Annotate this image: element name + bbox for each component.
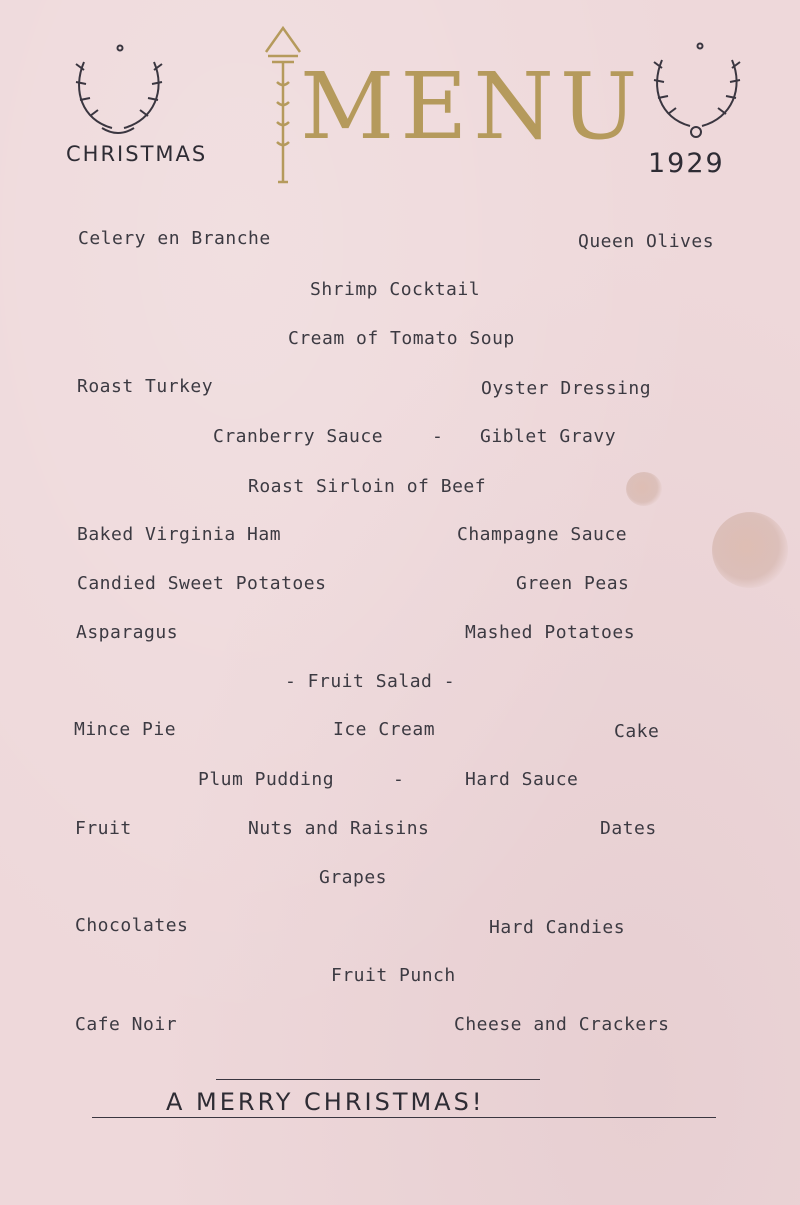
footer-rule-top [216,1079,540,1080]
menu-title: MENU [300,53,644,160]
menu-line [0,376,800,400]
menu-line [0,818,800,842]
christmas-label: CHRISTMAS [66,142,208,166]
menu-item: Cream of Tomato Soup [288,328,515,349]
menu-item: Queen Olives [578,231,715,252]
menu-item: Roast Sirloin of Beef [248,476,487,497]
menu-item: Cheese and Crackers [454,1014,670,1035]
menu-item: Baked Virginia Ham [77,524,282,545]
menu-item: Ice Cream [333,719,436,740]
menu-line [0,622,800,646]
menu-item: Green Peas [516,573,630,594]
menu-item: Asparagus [76,622,179,643]
left-wreath-icon [62,40,182,140]
stain-mark [712,512,788,588]
right-wreath-icon [640,38,760,138]
menu-line [0,228,800,252]
menu-item: Oyster Dressing [481,378,652,399]
menu-line [0,573,800,597]
menu-item: Roast Turkey [77,376,214,397]
stain-mark [626,472,662,506]
menu-line [0,867,800,891]
menu-item: Hard Candies [489,917,626,938]
menu-line [0,524,800,548]
menu-line [0,915,800,939]
menu-item: Grapes [319,867,388,888]
menu-item: Shrimp Cocktail [310,279,481,300]
menu-item: Nuts and Raisins [248,818,430,839]
menu-item: Fruit [75,818,132,839]
menu-line [0,279,800,303]
menu-line [0,476,800,500]
menu-line [0,426,800,450]
footer-greeting: A MERRY CHRISTMAS! [166,1088,485,1116]
menu-line [0,1014,800,1038]
year-label: 1929 [648,148,725,179]
menu-item: Mince Pie [74,719,177,740]
menu-item: Cafe Noir [75,1014,178,1035]
menu-item: Dates [600,818,657,839]
menu-item: Cake [614,721,660,742]
menu-line [0,671,800,695]
menu-item: Candied Sweet Potatoes [77,573,327,594]
menu-line [0,719,800,743]
menu-line [0,328,800,352]
menu-item: - Fruit Salad - [285,671,456,692]
menu-separator: - [393,769,405,790]
menu-item: Plum Pudding [198,769,335,790]
menu-item: Cranberry Sauce [213,426,384,447]
menu-line [0,965,800,989]
menu-item: Fruit Punch [331,965,456,986]
menu-item: Chocolates [75,915,189,936]
menu-item: Hard Sauce [465,769,579,790]
menu-item: Champagne Sauce [457,524,628,545]
menu-item: Giblet Gravy [480,426,617,447]
menu-item: Celery en Branche [78,228,271,249]
menu-line [0,769,800,793]
menu-separator: - [432,426,444,447]
footer-rule-bottom [92,1117,716,1118]
menu-item: Mashed Potatoes [465,622,636,643]
